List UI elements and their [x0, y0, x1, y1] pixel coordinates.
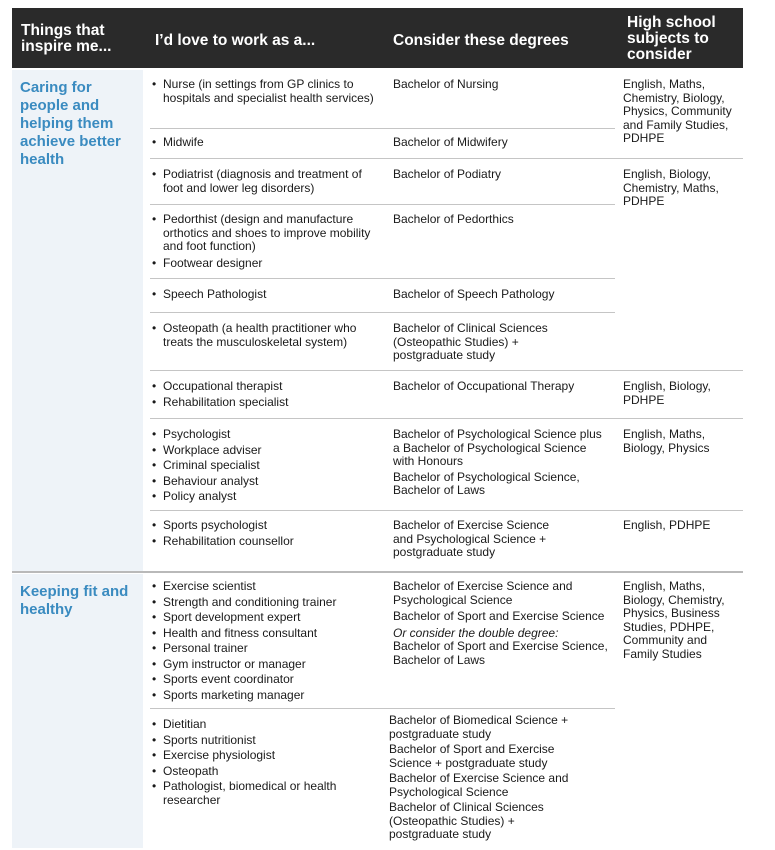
job-item: • Sport development expert [150, 611, 375, 625]
job-item: • Personal trainer [150, 642, 375, 656]
job-item: • Pedorthist (design and manufacture orthotics and shoes to improve mobility and foot function) [150, 213, 375, 254]
job-item: • Pathologist, biomedical or health researcher [150, 780, 375, 807]
degree-item: Bachelor of Sport and Exercise Science, Bachelor of Laws [393, 639, 608, 667]
row-divider [150, 312, 615, 313]
degrees-cell [393, 519, 568, 560]
jobs-cell [150, 136, 375, 150]
subjects-cell: English, Maths, Chemistry, Biology, Physics, Community and Family Studies, PDHPE [623, 77, 732, 145]
row-divider [150, 278, 615, 279]
degree-item: Bachelor of Psychological Science, Bachelor of Laws [393, 469, 580, 497]
jobs-cell [150, 580, 375, 702]
job-item: • Footwear designer [150, 257, 375, 271]
degree-item: Bachelor of Psychological Science plus a Bachelor of Psychological Science with Honours [393, 427, 602, 468]
job-item: • Gym instructor or manager [150, 658, 375, 672]
job-item: • Exercise scientist [150, 580, 375, 594]
job-item: • Psychologist [150, 428, 375, 442]
section-fitness [12, 574, 143, 848]
degree-note: Or consider the double degree: [393, 625, 559, 640]
table-header [12, 8, 743, 68]
job-item: • Rehabilitation counsellor [150, 535, 375, 549]
job-item: • Workplace adviser [150, 444, 375, 458]
jobs-cell [150, 213, 375, 270]
job-item: • Rehabilitation specialist [150, 396, 375, 410]
section-divider [12, 571, 743, 573]
job-item: • Strength and conditioning trainer [150, 596, 375, 610]
jobs-cell [150, 428, 375, 504]
job-item: • Exercise physiologist [150, 749, 375, 763]
jobs-cell [150, 718, 375, 807]
job-item: • Criminal specialist [150, 459, 375, 473]
job-item: • Sports marketing manager [150, 689, 375, 703]
degree-guide-table [12, 8, 743, 848]
degree-item: Bachelor of Exercise Science and Psychological Science [393, 579, 573, 607]
degrees-cell [393, 136, 608, 150]
header-inspire: Things that inspire me... [21, 22, 112, 55]
degree-item: Bachelor of Podiatry [393, 167, 502, 181]
job-item: • Dietitian [150, 718, 375, 732]
degree-item: Bachelor of Sport and Exercise Science [393, 609, 605, 623]
job-item: • Sports event coordinator [150, 673, 375, 687]
row-divider [150, 510, 743, 511]
degree-item: Bachelor of Occupational Therapy [393, 379, 575, 393]
degree-item: Bachelor of Speech Pathology [393, 287, 555, 301]
job-item: • Osteopath [150, 765, 375, 779]
degree-item: Bachelor of Biomedical Science + postgraduate study [389, 713, 569, 741]
jobs-cell [150, 168, 375, 195]
jobs-cell [150, 288, 375, 302]
job-item: • Podiatrist (diagnosis and treatment of foot and lower leg disorders) [150, 168, 375, 195]
degrees-cell [393, 78, 608, 92]
header-subjects: High school subjects to consider [627, 14, 716, 63]
jobs-cell [150, 322, 375, 349]
degree-item: Bachelor of Clinical Sciences (Osteopathic Studies) + postgraduate study [393, 321, 548, 362]
degrees-cell [393, 288, 608, 302]
degree-item: Bachelor of Exercise Science and Psychological Science + postgraduate study [393, 518, 550, 559]
job-item: • Sports nutritionist [150, 734, 375, 748]
degree-item: Bachelor of Pedorthics [393, 212, 514, 226]
section-title: Keeping fit and healthy [20, 583, 129, 618]
degrees-cell [389, 714, 569, 842]
degrees-cell [393, 168, 608, 182]
degrees-cell [393, 213, 608, 227]
degree-item: Bachelor of Clinical Sciences (Osteopathic Studies) + postgraduate study [389, 800, 544, 841]
degree-item: Bachelor of Sport and Exercise Science + postgraduate study [389, 742, 555, 770]
subjects-cell: English, Maths, Biology, Physics [623, 427, 710, 455]
row-divider [150, 418, 743, 419]
degrees-cell [393, 428, 608, 498]
degrees-cell [393, 380, 608, 394]
degree-item: Bachelor of Nursing [393, 77, 499, 91]
job-item: • Health and fitness consultant [150, 627, 375, 641]
row-divider [150, 204, 615, 205]
jobs-cell [150, 380, 375, 409]
section-title: Caring for people and helping them achieve better health [20, 79, 121, 168]
section-caring [12, 70, 143, 572]
job-item: • Sports psychologist [150, 519, 375, 533]
degrees-cell [393, 580, 608, 667]
jobs-cell [150, 519, 375, 548]
job-item: • Nurse (in settings from GP clinics to hospitals and specialist health services) [150, 78, 375, 105]
header-work: I’d love to work as a... [155, 32, 316, 49]
row-divider [150, 128, 615, 129]
row-divider [150, 158, 743, 159]
row-divider [150, 708, 615, 709]
degree-item: Bachelor of Midwifery [393, 135, 508, 149]
jobs-cell [150, 78, 375, 105]
degrees-cell [393, 322, 568, 363]
subjects-cell: English, Biology, Chemistry, Maths, PDHPE [623, 167, 719, 208]
row-divider [150, 370, 743, 371]
subjects-cell: English, PDHPE [623, 518, 711, 532]
job-item: • Behaviour analyst [150, 475, 375, 489]
job-item: • Speech Pathologist [150, 288, 375, 302]
degree-item: Bachelor of Exercise Science and Psychological Science [389, 771, 569, 799]
job-item: • Policy analyst [150, 490, 375, 504]
job-item: • Occupational therapist [150, 380, 375, 394]
job-item: • Osteopath (a health practitioner who treats the musculoskeletal system) [150, 322, 375, 349]
job-item: • Midwife [150, 136, 375, 150]
subjects-cell: English, Biology, PDHPE [623, 379, 711, 407]
header-degrees: Consider these degrees [393, 32, 569, 49]
subjects-cell: English, Maths, Biology, Chemistry, Physics, Business Studies, PDHPE, Community and Family Studies [623, 579, 725, 661]
